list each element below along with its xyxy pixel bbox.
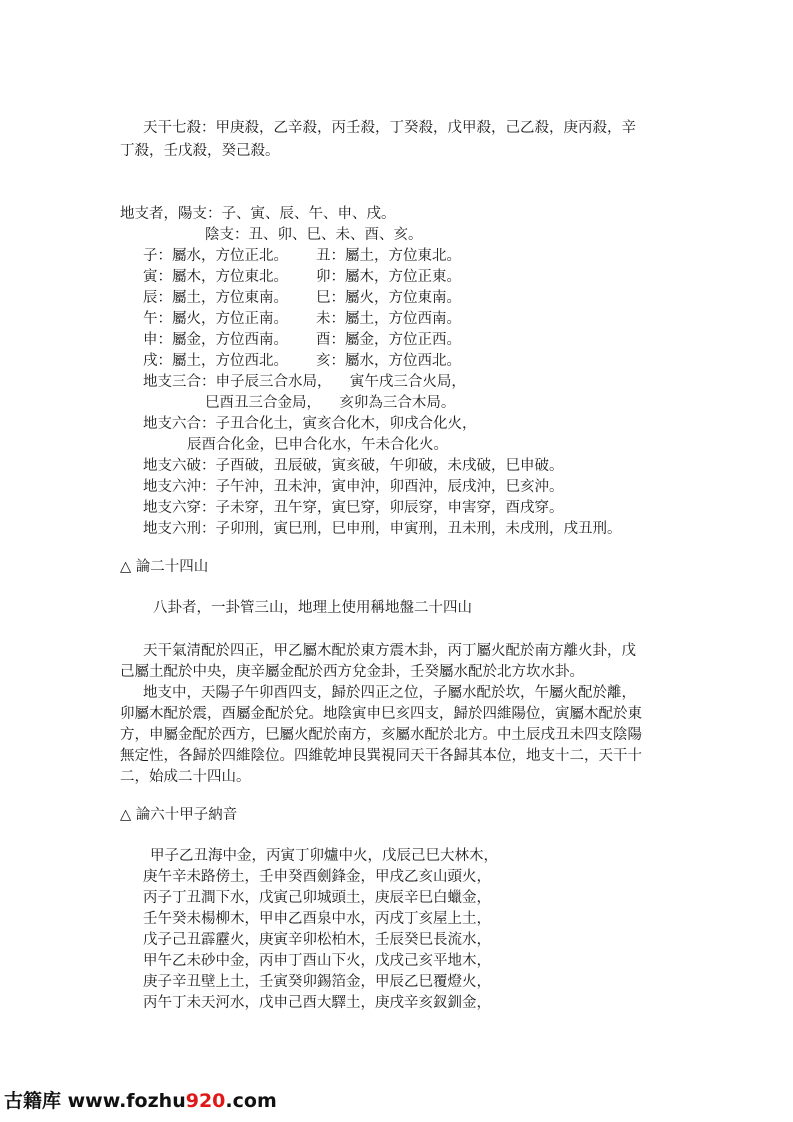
text-line: 戌：屬土，方位西北。 [143,353,288,369]
text-line: 陰支：丑、卯、巳、未、酉、亥。 [205,227,423,243]
text-line: 無定性，各歸於四維陰位。四維乾坤艮巽視同天干各歸其本位，地支十二，天干十 [120,748,642,764]
text-line: 寅：屬木，方位東北。 [143,269,288,285]
text-line: 地支三合：申子辰三合水局， 寅午戌三合火局， [143,374,466,390]
text-line: 午：屬火，方位正南。 [143,311,288,327]
text-line: 丙午丁未天河水，戊申己酉大驛土，庚戌辛亥釵釧金， [143,995,491,1011]
watermark-url-suffix: .com [225,1090,277,1112]
text-line: 天干氣清配於四正，甲乙屬木配於東方震木卦，丙丁屬火配於南方離火卦，戊 [143,643,636,659]
text-line: 辰酉合化金，巳申合化水，午未合化火。 [187,437,448,453]
text-line: 丁殺，壬戊殺，癸己殺。 [120,143,280,159]
text-line: 甲子乙丑海中金，丙寅丁卯爐中火，戊辰己巳大林木， [150,848,498,864]
text-line: 卯：屬木，方位正東。 [316,269,461,285]
text-line: 巳酉丑三合金局， 亥卯為三合木局。 [205,395,456,411]
text-line: 地支六刑：子卯刑，寅巳刑，巳申刑，申寅刑，丑未刑，未戌刑，戌丑刑。 [143,521,622,537]
text-line: 地支六破：子酉破，丑辰破，寅亥破，午卯破，未戌破，巳申破。 [143,458,564,474]
watermark [4,1088,277,1114]
text-line: 巳：屬火，方位東南。 [316,290,461,306]
section-heading: △ 論六十甲子納音 [120,807,238,823]
text-line: 壬午癸未楊柳木，甲申乙酉泉中水，丙戌丁亥屋上土， [143,911,491,927]
text-line: 地支六沖：子午沖，丑未沖，寅申沖，卯酉沖，辰戌沖，巳亥沖。 [143,479,564,495]
text-line: 地支六合：子丑合化土，寅亥合化木，卯戌合化火， [143,416,477,432]
text-line: 庚子辛丑壁上土，壬寅癸卯錫箔金，甲辰乙巳覆燈火， [143,974,491,990]
text-line: 酉：屬金，方位正西。 [316,332,461,348]
text-line: 二，始成二十四山。 [120,769,251,785]
text-line: 辰：屬土，方位東南。 [143,290,288,306]
text-line: 己屬土配於中央，庚辛屬金配於西方兌金卦，壬癸屬水配於北方坎水卦。 [120,664,584,680]
text-line: 八卦者，一卦管三山，地理上使用稱地盤二十四山 [153,600,472,616]
text-line: 未：屬土，方位西南。 [316,311,461,327]
text-line: 天干七殺：甲庚殺，乙辛殺，丙壬殺，丁癸殺，戊甲殺，己乙殺，庚丙殺，辛 [143,120,636,136]
text-line: 丙子丁丑澗下水，戊寅己卯城頭土，庚辰辛巳白蠟金， [143,890,491,906]
text-line: 亥：屬水，方位西北。 [316,353,461,369]
watermark-url-number: 920 [185,1090,226,1112]
text-line: 庚午辛未路傍土，壬申癸酉劍鋒金，甲戌乙亥山頭火， [143,869,491,885]
text-line: 丑：屬土，方位東北。 [316,248,461,264]
watermark-name: 古籍库 [4,1090,62,1112]
text-line: 子：屬水，方位正北。 [143,248,288,264]
text-line: 甲午乙未砂中金，丙申丁酉山下火，戊戌己亥平地木， [143,953,491,969]
text-line: 戊子己丑霹靂火，庚寅辛卯松柏木，壬辰癸巳長流水， [143,932,491,948]
watermark-url-prefix: www.fozhu [61,1090,186,1112]
text-line: 地支六穿：子未穿，丑午穿，寅巳穿，卯辰穿，申害穿，酉戌穿。 [143,500,564,516]
text-line: 地支中，天陽子午卯酉四支，歸於四正之位，子屬水配於坎，午屬火配於離， [143,685,636,701]
text-line: 申：屬金，方位西南。 [143,332,288,348]
section-heading: △ 論二十四山 [120,559,209,575]
text-line: 地支者，陽支：子、寅、辰、午、申、戌。 [120,206,396,222]
text-line: 卯屬木配於震，酉屬金配於兌。地陰寅申巳亥四支，歸於四維陽位，寅屬木配於東 [120,706,642,722]
text-line: 方，申屬金配於西方，巳屬火配於南方，亥屬水配於北方。中土辰戌丑未四支陰陽 [120,727,642,743]
